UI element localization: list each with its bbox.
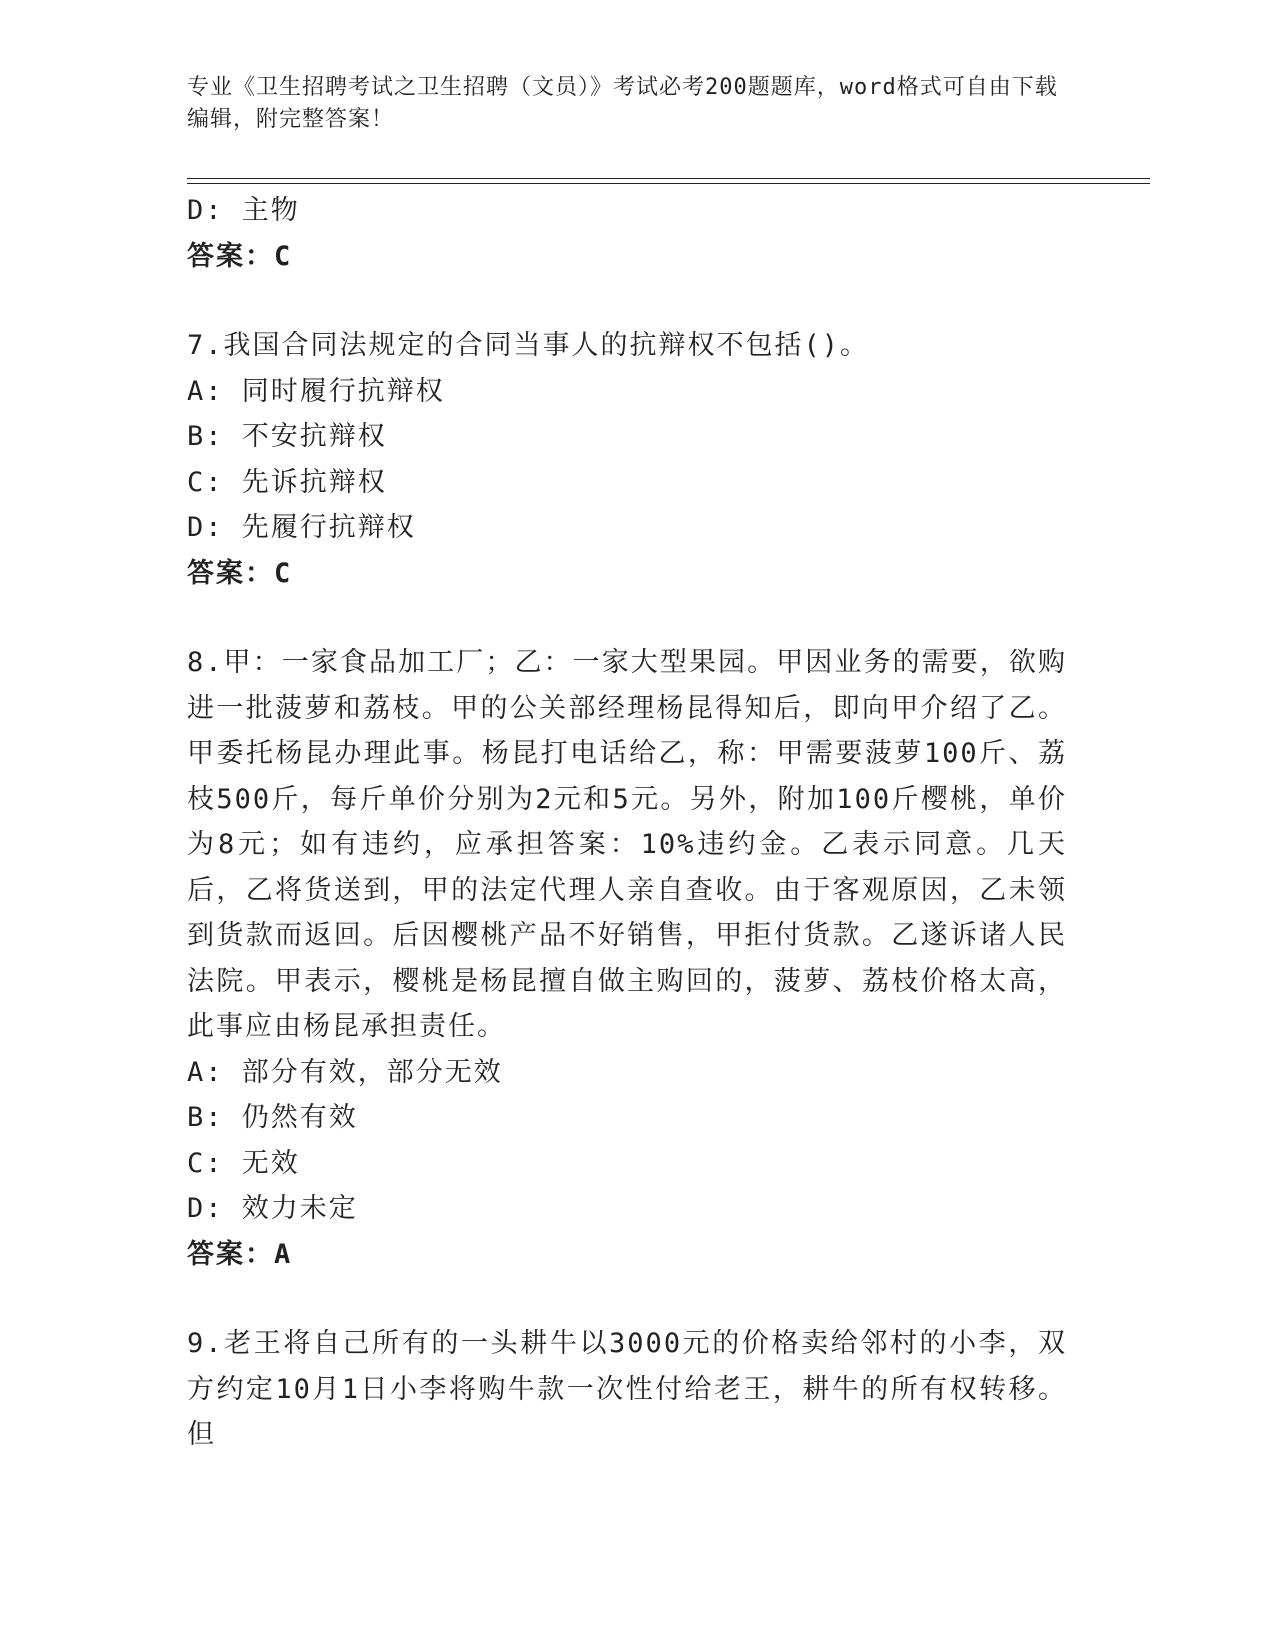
q7-option-b: B: 不安抗辩权 <box>187 421 387 452</box>
q7-option-a: A: 同时履行抗辩权 <box>187 375 445 407</box>
header-rule-bottom <box>187 183 1150 184</box>
spacer <box>187 279 1067 323</box>
q8-answer: 答案：A <box>187 1238 293 1270</box>
q8-option-b: B: 仍然有效 <box>187 1102 358 1133</box>
q8-option-d: D: 效力未定 <box>187 1193 358 1224</box>
question-content <box>187 188 1067 1458</box>
q9-stem: 9.老王将自己所有的一头耕牛以3000元的价格卖给邻村的小李，双方约定10月1日小李将购牛款一次性付给老王，耕牛的所有权转移。但 <box>187 1328 1067 1450</box>
q7-stem: 7.我国合同法规定的合同当事人的抗辩权不包括()。 <box>187 330 870 361</box>
q7-answer: 答案：C <box>187 557 293 589</box>
header-rule-top <box>187 178 1150 179</box>
q7-option-d: D: 先履行抗辩权 <box>187 512 416 543</box>
q8-option-a: A: 部分有效，部分无效 <box>187 1056 503 1088</box>
q8-stem: 8.甲：一家食品加工厂；乙：一家大型果园。甲因业务的需要，欲购进一批菠萝和荔枝。甲的公关部经理杨昆得知后，即向甲介绍了乙。甲委托杨昆办理此事。杨昆打电话给乙，称：甲需要菠萝100斤、荔枝500斤，每斤单价分别为2元和5元。另外，附加100斤樱桃，单价为8元；如有违约，应承担答案：10%违约金。乙表示同意。几天后，乙将货送到，甲的法定代理人亲自查收。由于客观原因，乙未领到货款而返回。后因樱桃产品不好销售，甲拒付货款。乙遂诉诸人民法院。甲表示，樱桃是杨昆擅自做主购回的，菠萝、荔枝价格太高，此事应由杨昆承担责任。 <box>187 647 1067 1042</box>
q8-option-c: C: 无效 <box>187 1147 300 1179</box>
q7-option-c: C: 先诉抗辩权 <box>187 466 387 498</box>
spacer <box>187 596 1067 640</box>
spacer <box>187 1277 1067 1321</box>
prev-option-d: D: 主物 <box>187 195 300 226</box>
page-header: 专业《卫生招聘考试之卫生招聘（文员）》考试必考200题题库，word格式可自由下载编辑，附完整答案！ <box>187 75 1058 132</box>
prev-answer: 答案：C <box>187 240 293 272</box>
